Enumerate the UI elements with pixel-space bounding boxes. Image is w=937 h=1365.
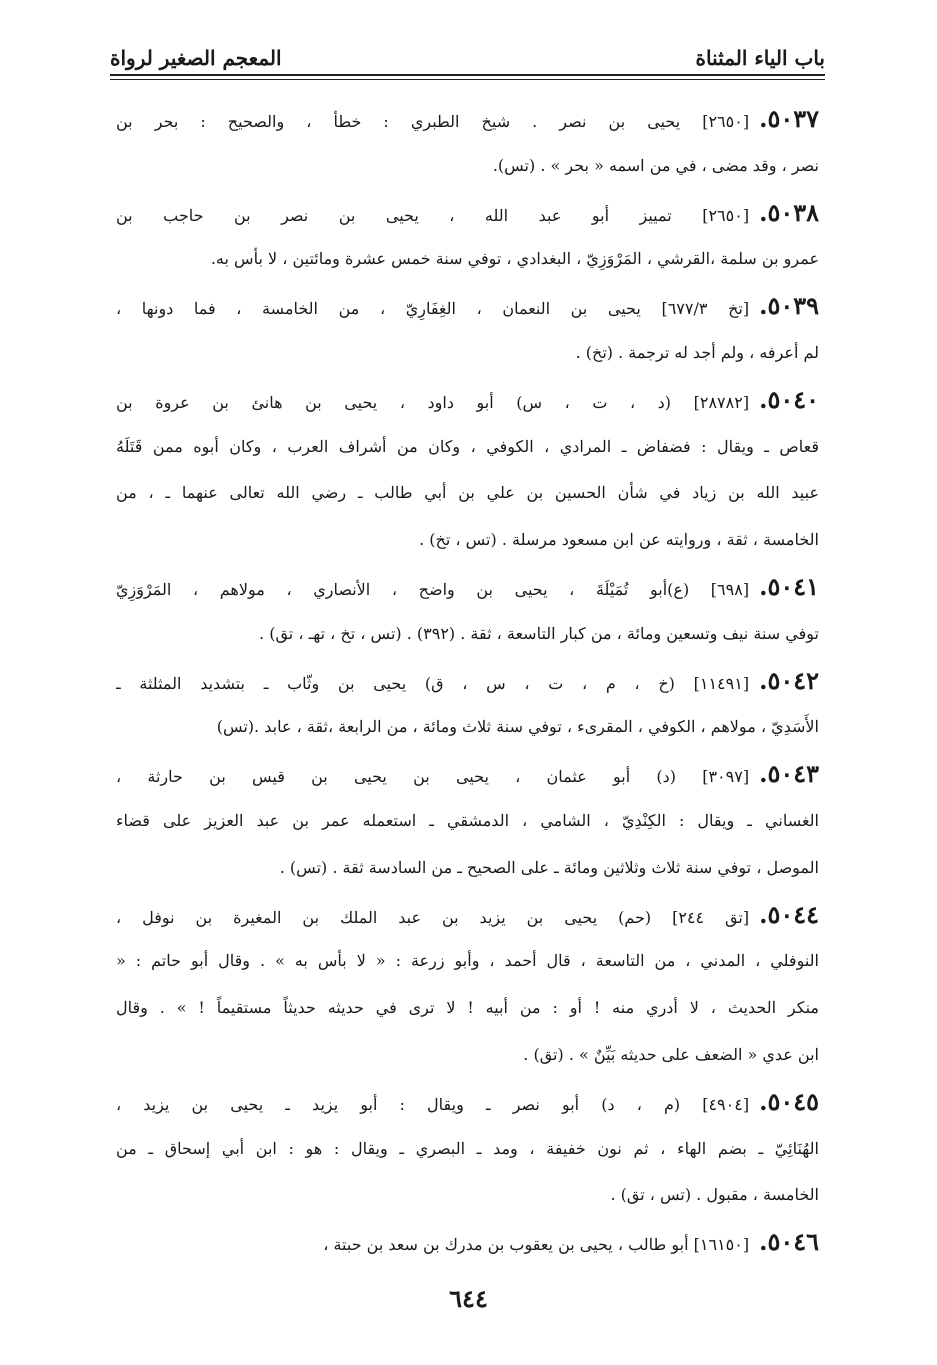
entry-number: ٥٠٤١. <box>759 571 819 601</box>
entry-text: منكر الحديث ، لا أدري منه ! أو : من أبيه ! لا ترى في حديثه حديثاً مستقيماً ! » . وقال <box>116 998 819 1018</box>
entries-list <box>116 96 819 1276</box>
entry-text: الموصل ، توفي سنة ثلاث وثلاثين ومائة ـ على الصحيح ـ من السادسة ثقة . (تس) . <box>279 857 819 877</box>
biography-entry <box>116 1079 819 1219</box>
entry-text: [٤٩٠٤] (م ، د) أبو نصر ـ ويقال : أبو يزيد ـ يحيى بن يزيد ، <box>116 1094 750 1114</box>
biography-entry <box>116 190 819 284</box>
entry-line <box>116 1126 819 1173</box>
entry-line <box>116 892 819 939</box>
entry-text: [٣٠٩٧] (د) أبو عثمان ، يحيى بن يحيى بن قيس بن حارثة ، <box>116 767 750 787</box>
book-title: المعجم الصغير لرواة <box>110 46 282 70</box>
entry-text: الأَسَدِيّ ، مولاهم ، الكوفي ، المقرىء ، توفي سنة ثلاث ومائة ، من الرابعة ،ثقة ، عابد .(تس) <box>216 717 819 737</box>
entry-text: قعاص ـ ويقال : فضفاض ـ المرادي ، الكوفي ، وكان من أشراف العرب ، وكان أبوه ممن قَتَلَهُ <box>116 436 819 456</box>
entry-text: [٢٦٥٠] تمييز أبو عبد الله ، يحيى بن نصر بن حاجب بن <box>116 205 750 225</box>
page-number: ٦٤٤ <box>449 1284 488 1313</box>
entry-text: [٢٦٥٠] يحيى بن نصر . شيخ الطبري : خطأ ، والصحيح : بحر بن <box>116 112 750 131</box>
biography-entry <box>116 283 819 377</box>
entry-text: لم أعرفه ، ولم أجد له ترجمة . (تخ) . <box>575 342 819 362</box>
entry-text: [تخ ٦٧٧/٣] يحيى بن النعمان ، الغِفَارِيّ ، من الخامسة ، فما دونها ، <box>116 299 750 319</box>
entry-line <box>116 283 819 330</box>
entry-line <box>116 845 819 892</box>
entry-text: ابن عدي « الضعف على حديثه بَيِّنٌ » . (تق) . <box>523 1044 819 1064</box>
entry-line <box>116 143 819 190</box>
header-rule-thin <box>110 79 825 80</box>
entry-text: نصر ، وقد مضى ، في من اسمه « بحر » . (تس). <box>492 155 819 175</box>
entry-line <box>116 424 819 471</box>
entry-number: ٥٠٤٦. <box>759 1227 819 1257</box>
entry-text: الخامسة ، ثقة ، وروايته عن ابن مسعود مرسلة . (تس ، تخ) . <box>419 530 819 550</box>
entry-number: ٥٠٤٠. <box>759 384 819 414</box>
entry-text: الخامسة ، مقبول . (تس ، تق) . <box>610 1185 819 1205</box>
entry-number: ٥٠٣٩. <box>759 291 819 321</box>
entry-line <box>116 938 819 985</box>
entry-text: الهُنَائِيّ ـ بضم الهاء ، ثم نون خفيفة ، ومد ـ البصري ـ ويقال : هو : ابن أبي إسحاق ـ من <box>116 1138 819 1158</box>
entry-number: ٥٠٤٤. <box>759 899 819 929</box>
chapter-title: باب الياء المثناة <box>695 46 825 70</box>
entry-text: [تق ٢٤٤] (حم) يحيى بن يزيد بن عبد الملك بن المغيرة بن نوفل ، <box>116 907 750 927</box>
entry-line <box>116 236 819 283</box>
entry-text: الغساني ـ ويقال : الكِنْدِيّ ، الشامي ، الدمشقي ـ استعمله عمر بن عبد العزيز على قضاء <box>116 810 819 830</box>
entry-line <box>116 517 819 564</box>
entry-line <box>116 751 819 798</box>
entry-line <box>116 1172 819 1219</box>
entry-number: ٥٠٣٨. <box>759 197 819 227</box>
entry-line <box>116 798 819 845</box>
biography-entry <box>116 658 819 752</box>
biography-entry <box>116 564 819 658</box>
entry-line <box>116 1079 819 1126</box>
biography-entry <box>116 377 819 564</box>
entry-text: [١١٤٩١] (خ ، م ، ت ، س ، ق) يحيى بن وثّاب ـ بتشديد المثلثة ـ <box>116 673 750 693</box>
entry-text: عمرو بن سلمة ،القرشي ، المَرْوَزِيّ ، البغدادي ، توفي سنة خمس عشرة ومائتين ، لا بأس به. <box>210 249 819 269</box>
entry-number: ٥٠٤٢. <box>759 665 819 695</box>
entry-number: ٥٠٤٥. <box>759 1086 819 1116</box>
entry-line <box>116 658 819 705</box>
entry-text: توفي سنة نيف وتسعين ومائة ، من كبار التاسعة ، ثقة . (٣٩٢) . (تس ، تخ ، تهـ ، تق) . <box>259 623 819 643</box>
entry-number: ٥٠٤٣. <box>759 759 819 789</box>
entry-line <box>116 330 819 377</box>
entry-line <box>116 704 819 751</box>
entry-line <box>116 611 819 658</box>
entry-text: [١٦١٥٠] أبو طالب ، يحيى بن يعقوب بن مدرك بن سعد بن حبتة ، <box>323 1235 750 1255</box>
entry-line <box>116 1219 819 1266</box>
entry-text: النوفلي ، المدني ، من التاسعة ، قال أحمد ، وأبو زرعة : « لا بأس به » . وقال أبو حاتم : « <box>116 951 819 971</box>
entry-text: [٦٩٨] (ع)أبو تُمَيْلَةَ ، يحيى بن واضح ، الأنصاري ، مولاهم ، المَرْوَزِيّ <box>116 579 750 599</box>
entry-text: [٢٨٧٨٢] (د ، ت ، س) أبو داود ، يحيى بن هانئ بن عروة بن <box>116 392 750 412</box>
biography-entry <box>116 96 819 190</box>
entry-text: عبيد الله بن زياد في شأن الحسين بن علي بن أبي طالب ـ رضي الله تعالى عنهما ـ ، من <box>116 483 819 503</box>
entry-line <box>116 190 819 237</box>
entry-line <box>116 985 819 1032</box>
header-rule <box>110 74 825 76</box>
running-header <box>110 34 825 70</box>
entry-line <box>116 377 819 424</box>
entry-number: ٥٠٣٧. <box>759 104 819 133</box>
entry-line <box>116 96 819 143</box>
entry-line <box>116 470 819 517</box>
biography-entry <box>116 751 819 891</box>
biography-entry <box>116 1219 819 1266</box>
biography-entry <box>116 892 819 1079</box>
entry-line <box>116 564 819 611</box>
entry-line <box>116 1032 819 1079</box>
